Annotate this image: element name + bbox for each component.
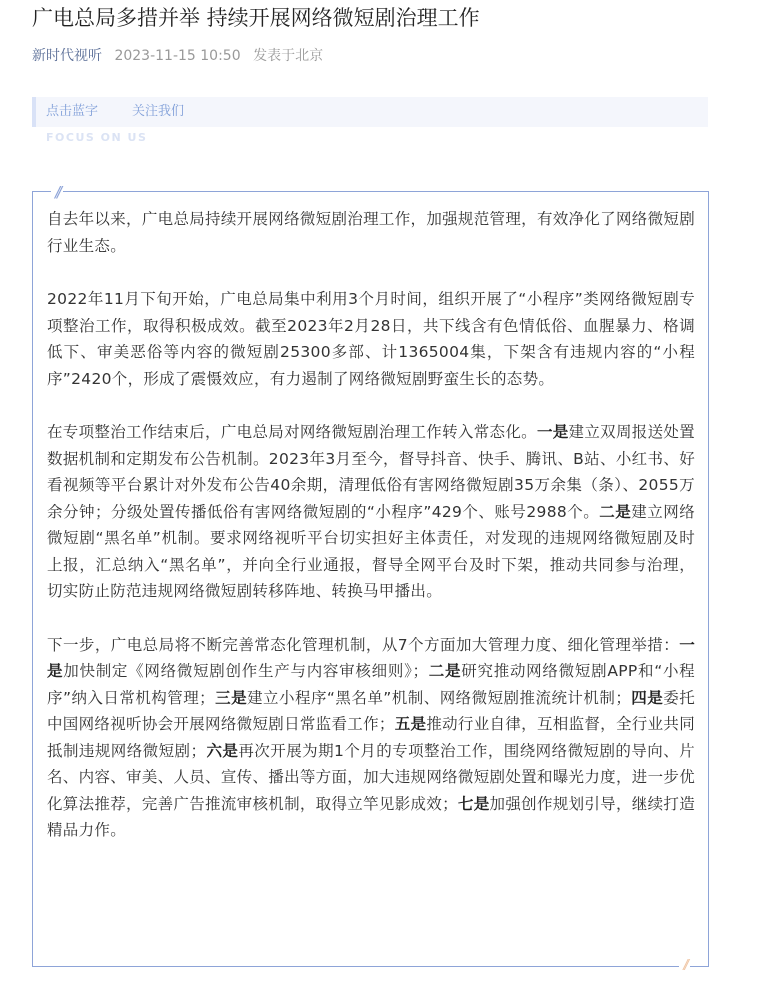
publish-location: 发表于北京 <box>253 48 324 64</box>
focus-on-us-label: FOCUS ON US <box>46 131 148 144</box>
bold-ordinal: 七是 <box>457 794 490 813</box>
paragraph-text: 委托中国网络视听协会开展网络微短剧日常监看工作； <box>47 688 695 733</box>
paragraph-text: 下一步，广电总局将不断完善常态化管理机制，从7个方面加大管理力度、细化管理举措： <box>47 635 680 654</box>
bold-ordinal: 五是 <box>394 715 427 733</box>
article-paragraph <box>47 419 695 605</box>
bold-ordinal: 三是 <box>214 688 248 707</box>
article-body <box>47 206 695 871</box>
bold-ordinal: 一是 <box>536 423 569 441</box>
paragraph-text: 再次开展为期1个月的专项整治工作，围绕网络微短剧的导向、片名、内容、审美、人员、宣传、播出等方面，加大违规网络微短剧处置和曝光力度，进一步优化算法推荐，完善广告推流审核机制，取得立竿见影成效； <box>47 741 695 813</box>
paragraph-text: 自去年以来，广电总局持续开展网络微短剧治理工作，加强规范管理，有效净化了网络微短剧行业生态。 <box>47 210 695 255</box>
article-meta <box>32 45 323 67</box>
paragraph-text: 加快制定《网络微短剧创作生产与内容审核细则》； <box>63 662 429 680</box>
paragraph-text: 建立双周报送处置数据机制和定期发布公告机制。2023年3月至今，督导抖音、快手、腾讯、B站、小红书、好看视频等平台累计对外发布公告40余期，清理低俗有害网络微短剧35万余集（条）、2055万余分钟；分级处置传播低俗有害网络微短剧的“小程序”429个、账号2988个。 <box>47 423 695 521</box>
paragraph-text: 研究推动网络微短剧APP和“小程序”纳入日常机构管理； <box>47 662 695 707</box>
paragraph-text: 推动行业自律，互相监督，全行业共同抵制违规网络微短剧； <box>47 715 695 760</box>
paragraph-text: 建立小程序“黑名单”机制、网络微短剧推流统计机制； <box>247 688 632 707</box>
article-content-box <box>32 183 709 973</box>
author-link[interactable]: 新时代视听 <box>32 48 102 64</box>
article-title: 广电总局多措并举 持续开展网络微短剧治理工作 <box>32 6 480 30</box>
click-blue-text: 点击蓝字 <box>46 104 99 119</box>
follow-banner[interactable] <box>32 97 708 127</box>
bold-ordinal: 六是 <box>206 741 239 760</box>
double-slash-icon: // <box>51 182 63 202</box>
article-paragraph <box>47 206 695 259</box>
bold-ordinal: 一是 <box>47 635 695 680</box>
bold-ordinal: 二是 <box>599 502 632 521</box>
double-slash-end-icon: // <box>679 956 690 976</box>
paragraph-text: 2022年11月下旬开始，广电总局集中利用3个月时间，组织开展了“小程序”类网络微短剧专项整治工作，取得积极成效。截至2023年2月28日，共下线含有色情低俗、血腥暴力、格调低下、审美恶俗等内容的微短剧25300多部、计1365004集，下架含有违规内容的“小程序”2420个，形成了震慑效应，有力遏制了网络微短剧野蛮生长的态势。 <box>47 290 695 388</box>
bold-ordinal: 二是 <box>428 662 462 680</box>
paragraph-text: 在专项整治工作结束后，广电总局对网络微短剧治理工作转入常态化。 <box>47 423 537 441</box>
bold-ordinal: 四是 <box>631 688 664 707</box>
article-paragraph <box>47 632 695 844</box>
paragraph-text: 加强创作规划引导，继续打造精品力作。 <box>47 794 695 839</box>
paragraph-text: 建立网络微短剧“黑名单”机制。要求网络视听平台切实担好主体责任，对发现的违规网络微短剧及时上报，汇总纳入“黑名单”，并向全行业通报，督导全网平台及时下架，推动共同参与治理，切实防止防范违规网络微短剧转移阵地、转换马甲播出。 <box>47 502 696 600</box>
article-paragraph <box>47 286 695 392</box>
publish-time: 2023-11-15 10:50 <box>114 48 241 64</box>
follow-us-text: 关注我们 <box>132 104 185 119</box>
